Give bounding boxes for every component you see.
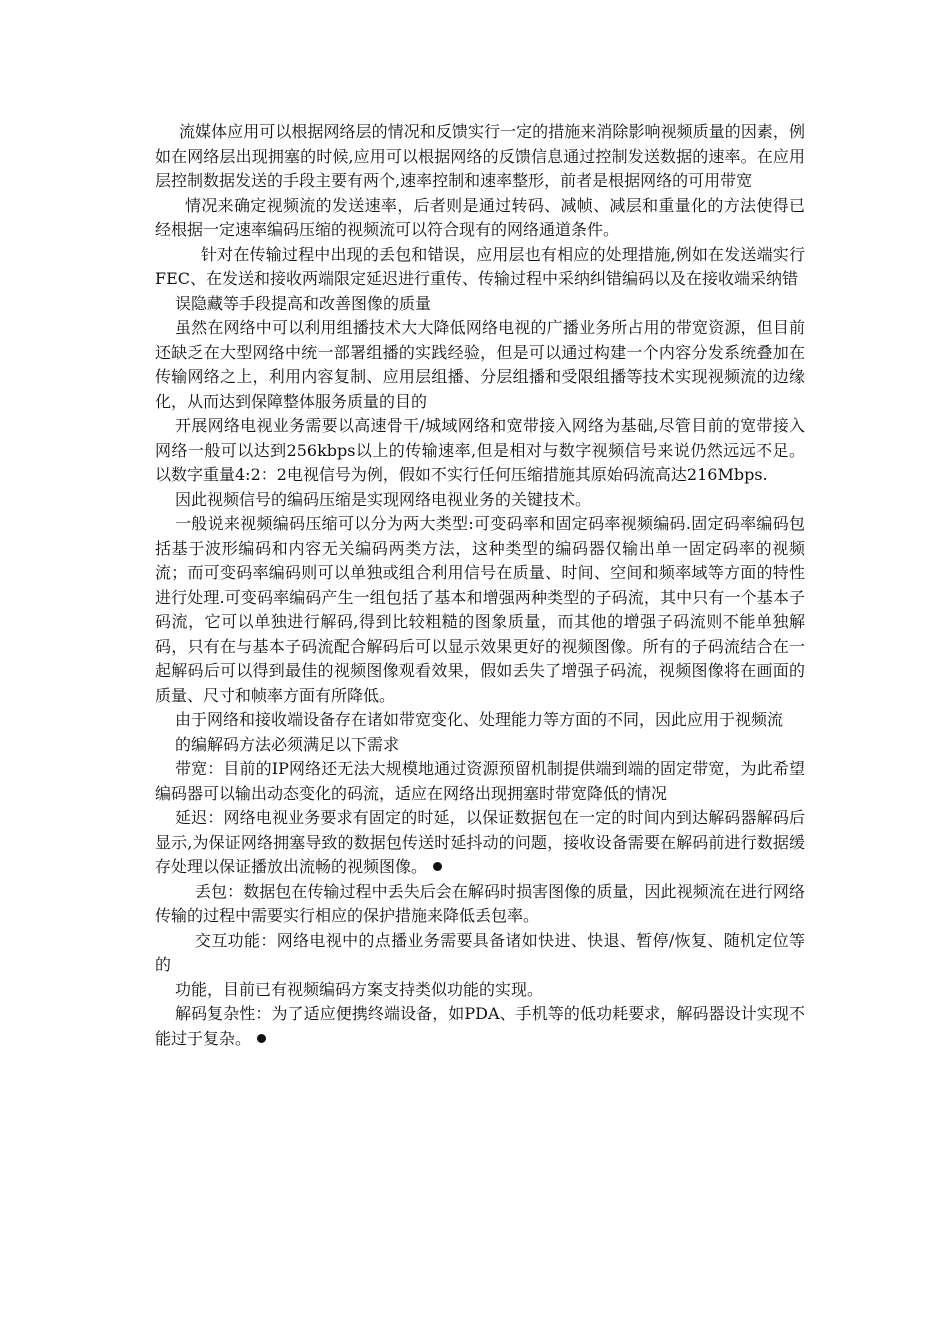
bullet-dot-icon [257,1034,266,1043]
paragraph-latency [155,806,805,880]
paragraph-broadband-access: 开展网络电视业务需要以高速骨干/城域网络和宽带接入网络为基础,尽管目前的宽带接入网络一般可以达到256kbps以上的传输速率,但是相对与数字视频信号来说仍然远远不足。以数字重量4:2：2电视信号为例，假如不实行任何压缩措施其原始码流高达216Mbps. [155,416,805,484]
latency-text: 延迟：网络电视业务要求有固定的时延，以保证数据包在一定的时间内到达解码器解码后显示,为保证网络拥塞导致的数据包传送时延抖动的问题，接收设备需要在解码前进行数据缓存处理以保证播放出流畅的视频图像。 [155,808,805,876]
paragraph-streaming-feedback: 流媒体应用可以根据网络层的情况和反馈实行一定的措施来消除影响视频质量的因素，例如在网络层出现拥塞的时候,应用可以根据网络的反馈信息通过控制发送数据的速率。在应用层控制数据发送的手段主要有两个,速率控制和速率整形，前者是根据网络的可用带宽 [155,122,805,190]
paragraph-interactivity: 交互功能：网络电视中的点播业务需要具备诸如快进、快退、暂停/恢复、随机定位等的 [155,930,805,974]
paragraph-rate-control: 情况来确定视频流的发送速率，后者则是通过转码、减帧、减层和重量化的方法使得已经根据一定速率编码压缩的视频流可以符合现有的网络通道条件。 [155,195,805,239]
paragraph-error-concealment: 误隐藏等手段提高和改善图像的质量 [175,293,432,313]
paragraph-key-technology: 因此视频信号的编码压缩是实现网络电视业务的关键技术。 [175,489,592,509]
bullet-dot-icon [433,862,442,871]
document-body [155,120,805,1051]
paragraph-packet-loss-handling: 针对在传输过程中出现的丢包和错误，应用层也有相应的处理措施,例如在发送端实行FEC、在发送和接收两端限定延迟进行重传、传输过程中采纳纠错编码以及在接收端采纳错 [155,244,805,288]
paragraph-bandwidth: 带宽：目前的IP网络还无法大规模地通过资源预留机制提供端到端的固定带宽，为此希望编码器可以输出动态变化的码流，适应在网络出现拥塞时带宽降低的情况 [155,759,805,803]
paragraph-decoding-complexity [155,1002,805,1051]
decoding-complexity-text: 解码复杂性：为了适应便携终端设备，如PDA、手机等的低功耗要求，解码器设计实现不能过于复杂。 [155,1004,805,1048]
paragraph-multicast: 虽然在网络中可以利用组播技术大大降低网络电视的广播业务所占用的带宽资源，但目前还缺乏在大型网络中统一部署组播的实践经验，但是可以通过构建一个内容分发系统叠加在传输网络之上，利用内容复制、应用层组播、分层组播和受限组播等技术实现视频流的边缘化，从而达到保障整体服务质量的目的 [155,318,805,411]
paragraph-requirements-intro: 的编解码方法必须满足以下需求 [175,734,400,754]
paragraph-device-differences: 由于网络和接收端设备存在诸如带宽变化、处理能力等方面的不同，因此应用于视频流 [175,710,784,729]
paragraph-interactivity-cont: 功能，目前已有视频编码方案支持类似功能的实现。 [175,979,544,999]
paragraph-packet-loss: 丢包：数据包在传输过程中丢失后会在解码时损害图像的质量，因此视频流在进行网络传输的过程中需要实行相应的保护措施来降低丢包率。 [155,881,805,925]
paragraph-coding-types: 一般说来视频编码压缩可以分为两大类型:可变码率和固定码率视频编码.固定码率编码包括基于波形编码和内容无关编码两类方法，这种类型的编码器仅输出单一固定码率的视频流；而可变码率编码则可以单独或组合利用信号在质量、时间、空间和频率域等方面的特性进行处理.可变码率编码产生一组包括了基本和增强两种类型的子码流，其中只有一个基本子码流，它可以单独进行解码,得到比较粗糙的图象质量，而其他的增强子码流则不能单独解码，只有在与基本子码流配合解码后可以显示效果更好的视频图像。所有的子码流结合在一起解码后可以得到最佳的视频图像观看效果，假如丢失了增强子码流，视频图像将在画面的质量、尺寸和帧率方面有所降低。 [155,514,805,705]
